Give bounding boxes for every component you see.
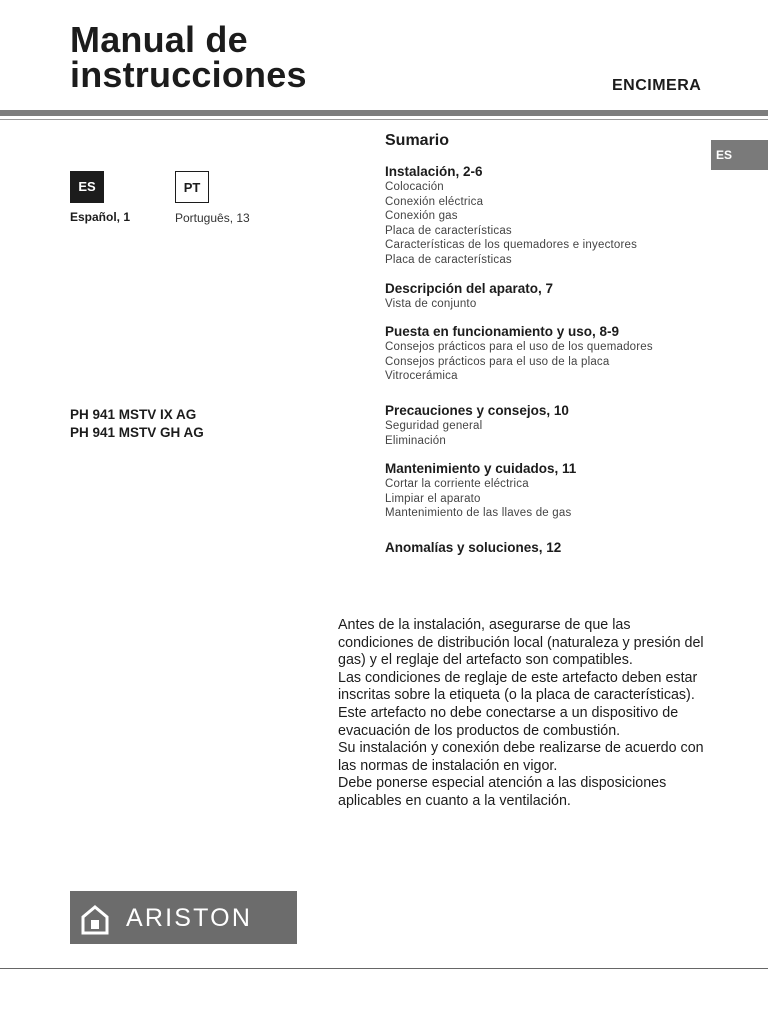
- table-of-contents: [385, 132, 715, 568]
- toc-item: Seguridad general: [385, 419, 483, 432]
- notice-paragraph: Las condiciones de reglaje de este artefacto deben estar inscritas sobre la etiqueta (o la placa de características).: [338, 669, 698, 704]
- toc-item: Consejos prácticos para el uso de los quemadores: [385, 341, 653, 354]
- header-divider-thin: [0, 119, 768, 120]
- house-logo-icon: [80, 905, 110, 940]
- toc-heading: Puesta en funcionamiento y uso, 8-9: [385, 324, 620, 340]
- title-line-2: instrucciones: [70, 54, 307, 95]
- model-name: PH 941 MSTV GH AG: [70, 425, 204, 440]
- toc-title: Sumario: [385, 132, 450, 149]
- language-pt-label: Português, 13: [175, 211, 250, 225]
- toc-item: Mantenimiento de las llaves de gas: [385, 507, 572, 520]
- toc-item: Placa de características: [385, 224, 512, 237]
- toc-item: Características de los quemadores e inyectores: [385, 239, 638, 252]
- model-list: [70, 406, 204, 442]
- notice-paragraph: Su instalación y conexión debe realizarse de acuerdo con las normas de instalación en vigor.: [338, 740, 704, 774]
- toc-heading: Precauciones y consejos, 10: [385, 402, 569, 418]
- toc-item: Limpiar el aparato: [385, 492, 481, 505]
- notice-paragraph: Este artefacto no debe conectarse a un dispositivo de evacuación de los productos de combustión.: [338, 704, 679, 739]
- toc-heading: Anomalías y soluciones, 12: [385, 539, 562, 555]
- brand-logo: [70, 891, 297, 944]
- language-es-label: Español, 1: [70, 210, 131, 224]
- installation-notice: [338, 617, 708, 811]
- toc-section: [385, 460, 715, 521]
- toc-heading: Mantenimiento y cuidados, 11: [385, 461, 577, 477]
- toc-heading: Descripción del aparato, 7: [385, 280, 554, 296]
- language-side-tab: ES: [711, 140, 768, 170]
- toc-item: Conexión eléctrica: [385, 195, 484, 208]
- model-name: PH 941 MSTV IX AG: [70, 407, 197, 422]
- toc-item: Colocación: [385, 181, 444, 193]
- toc-item: Vista de conjunto: [385, 297, 477, 310]
- title-line-1: Manual de: [70, 19, 248, 60]
- toc-section: [385, 539, 715, 556]
- toc-section: [385, 280, 715, 312]
- product-category: ENCIMERA: [612, 77, 702, 94]
- language-es-box: ES: [70, 171, 104, 203]
- toc-section: [385, 163, 715, 268]
- footer-divider: [0, 968, 768, 969]
- toc-heading: Instalación, 2-6: [385, 164, 483, 179]
- toc-item: Eliminación: [385, 434, 447, 447]
- notice-paragraph: Debe ponerse especial atención a las disposiciones aplicables en cuanto a la ventilación.: [338, 775, 667, 809]
- language-pt-box: PT: [175, 171, 209, 203]
- page-title: [70, 19, 307, 95]
- header-divider-thick: [0, 110, 768, 116]
- toc-item: Placa de características: [385, 253, 512, 266]
- toc-section: [385, 402, 715, 448]
- toc-item: Conexión gas: [385, 210, 458, 223]
- notice-paragraph: Antes de la instalación, asegurarse de que las condiciones de distribución local (naturaleza y presión del gas) y el reglaje del artefacto son compatibles.: [338, 617, 704, 669]
- brand-name: ARISTON: [126, 904, 253, 932]
- toc-item: Cortar la corriente eléctrica: [385, 478, 529, 491]
- toc-section: [385, 323, 715, 384]
- toc-item: Vitrocerámica: [385, 370, 458, 383]
- toc-item: Consejos prácticos para el uso de la placa: [385, 355, 610, 368]
